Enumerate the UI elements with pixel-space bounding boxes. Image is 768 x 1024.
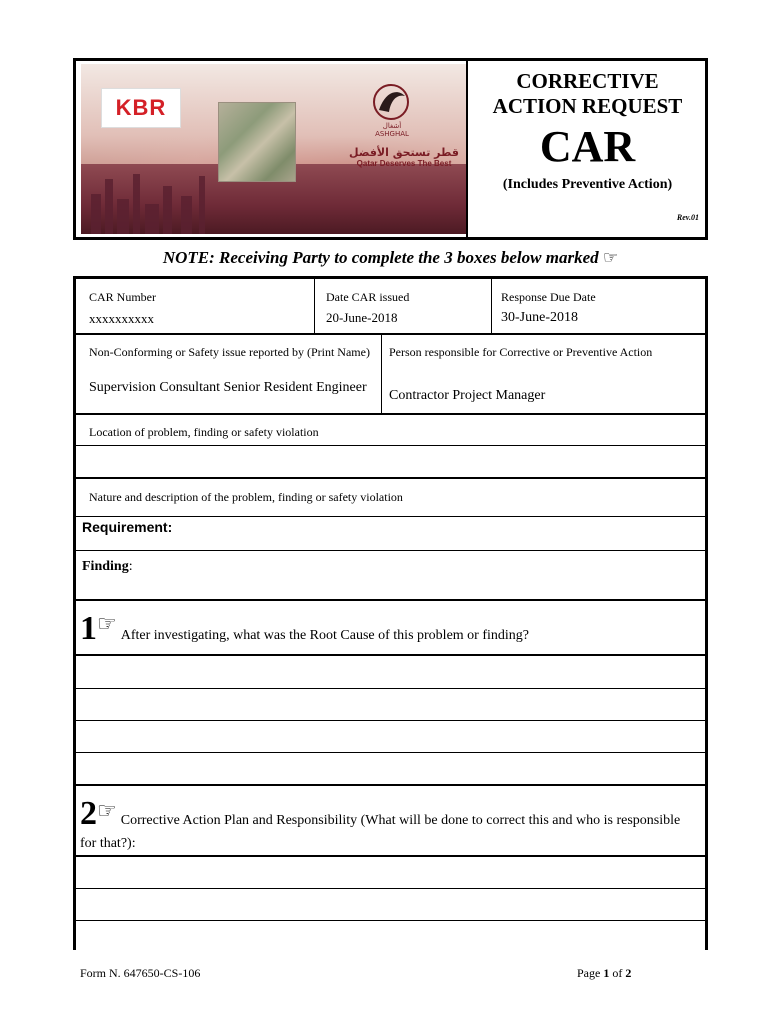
requirement-label: Requirement: bbox=[82, 519, 173, 535]
question-2 bbox=[80, 797, 695, 855]
date-issued-label: Date CAR issued bbox=[326, 290, 410, 304]
header-title-area bbox=[470, 61, 705, 237]
form-subtitle: (Includes Preventive Action) bbox=[502, 177, 673, 192]
reported-by-label: Non-Conforming or Safety issue reported by (Print Name) bbox=[89, 345, 370, 359]
note-text: NOTE: Receiving Party to complete the 3 boxes below marked bbox=[162, 248, 599, 267]
pointing-hand-icon: ☞ bbox=[97, 799, 117, 824]
kbr-logo-text: KBR bbox=[115, 95, 167, 120]
question-1-text: After investigating, what was the Root Cause of this problem or finding? bbox=[120, 628, 529, 643]
response-due-field[interactable]: 30-June-2018 bbox=[501, 310, 578, 325]
action-plan-answer-area[interactable] bbox=[76, 857, 705, 953]
page-number: Page 1 of 2 bbox=[577, 966, 632, 980]
ashghal-logo-icon bbox=[371, 82, 411, 122]
reported-by-field[interactable]: Supervision Consultant Senior Resident Engineer bbox=[89, 380, 367, 395]
location-field[interactable] bbox=[76, 446, 705, 477]
nature-label: Nature and description of the problem, finding or safety violation bbox=[89, 490, 403, 504]
header-box bbox=[73, 58, 708, 240]
finding-label: Finding: bbox=[82, 559, 133, 574]
title-line-1: CORRECTIVE bbox=[516, 69, 659, 93]
location-label: Location of problem, finding or safety violation bbox=[89, 425, 319, 439]
title-line-2: ACTION REQUEST bbox=[492, 94, 683, 118]
car-number-field[interactable]: xxxxxxxxxx bbox=[89, 311, 154, 326]
header-divider bbox=[466, 58, 468, 240]
qatar-tagline: قطر تستحق الأفضل Qatar Deserves The Best bbox=[349, 146, 459, 168]
instruction-note bbox=[73, 248, 708, 268]
revision-label: Rev.01 bbox=[676, 213, 699, 222]
pointing-hand-icon: ☞ bbox=[602, 248, 619, 268]
kbr-logo bbox=[101, 88, 181, 128]
question-2-text: Corrective Action Plan and Responsibility (What will be done to correct this and who is responsible for that?): bbox=[80, 813, 681, 851]
root-cause-answer-area[interactable] bbox=[76, 656, 705, 784]
question-1-number: 1 bbox=[80, 610, 97, 647]
question-2-number: 2 bbox=[80, 795, 97, 832]
form-code-title: CAR bbox=[539, 122, 636, 171]
header-banner-image bbox=[81, 64, 466, 234]
pointing-hand-icon: ☞ bbox=[97, 612, 117, 637]
date-issued-field[interactable]: 20-June-2018 bbox=[326, 310, 398, 325]
car-form bbox=[73, 276, 708, 950]
form-number: Form N. 647650-CS-106 bbox=[80, 966, 201, 980]
car-number-label: CAR Number bbox=[89, 290, 156, 304]
responsible-person-label: Person responsible for Corrective or Preventive Action bbox=[389, 345, 653, 359]
responsible-person-field[interactable]: Contractor Project Manager bbox=[389, 388, 546, 403]
response-due-label: Response Due Date bbox=[501, 290, 596, 304]
ashghal-logo-text: أشغال ASHGHAL bbox=[375, 122, 409, 138]
site-map-image bbox=[218, 102, 296, 182]
question-1 bbox=[80, 612, 529, 646]
